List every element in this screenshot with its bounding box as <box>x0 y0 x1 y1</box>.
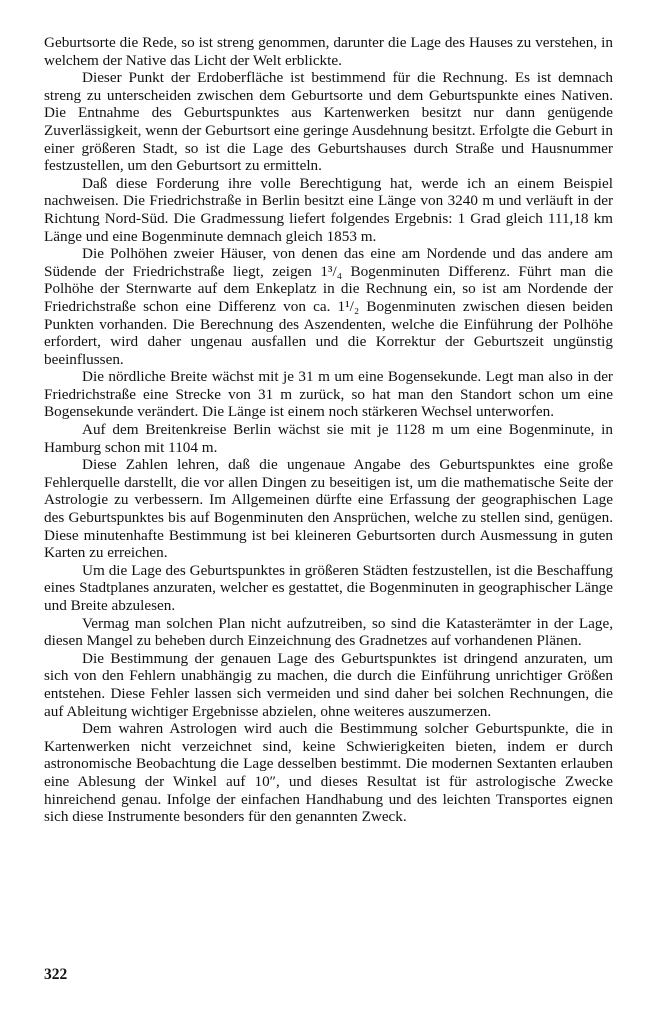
paragraph: Dieser Punkt der Erdoberfläche ist bestimmend für die Rechnung. Es ist demnach streng zu unterscheiden zwischen dem Geburtsorte und dem Geburtspunkte eines Nativen. Die Entnahme des Geburtspunktes aus Kartenwerken besitzt nur dann genügende Zuverlässigkeit, wenn der Geburtsort eine geringe Ausdehnung besitzt. Erfolgte die Geburt in einer größeren Stadt, so ist die Lage des Geburtshauses durch Straße und Hausnummer festzustellen, um den Geburtsort zu ermitteln. <box>44 69 613 175</box>
paragraph: Vermag man solchen Plan nicht aufzutreiben, so sind die Katasterämter in der Lage, diesen Mangel zu beheben durch Einzeichnung des Gradnetzes auf vorhandenen Plänen. <box>44 614 613 650</box>
paragraph: Diese Zahlen lehren, daß die ungenaue Angabe des Geburtspunktes eine große Fehlerquelle darstellt, die vor allen Dingen zu beseitigen ist, um die mathematische Seite der Astrologie zu verbessern. Im Allgemeinen dürfte eine Erfassung der geographischen Lage des Geburtspunktes bis auf Bogenminuten den Ansprüchen, welche zu stellen sind, genügen. Diese minutenhafte Bestimmung ist bei kleineren Geburtsorten durch Ausmessung in guten Karten zu erreichen. <box>44 456 613 562</box>
paragraph: Geburtsorte die Rede, so ist streng genommen, darunter die Lage des Hauses zu verstehen, in welchem der Native das Licht der Welt erblickte. <box>44 34 613 69</box>
paragraph: Die Polhöhen zweier Häuser, von denen das eine am Nordende und das andere am Südende der Friedrichstraße liegt, zeigen 1³/₄ Bogenminuten Differenz. Führt man die Polhöhe der Sternwarte auf dem Enkeplatz in die Rechnung ein, so ist am Nordende der Friedrichstraße schon eine Differenz von ca. 1¹/₂ Bogenminuten zwischen diesen beiden Punkten vorhanden. Die Berechnung des Aszendenten, welche die Einführung der Polhöhe erfordert, wird daher ungenau ausfallen und die Korrektur der Geburtszeit ungünstig beeinflussen. <box>44 245 613 368</box>
paragraph: Um die Lage des Geburtspunktes in größeren Städten festzustellen, ist die Beschaffung eines Stadtplanes anzuraten, welcher es gestattet, die Bogenminuten in geographischer Länge und Breite abzulesen. <box>44 561 613 614</box>
paragraph: Daß diese Forderung ihre volle Berechtigung hat, werde ich an einem Beispiel nachweisen. Die Friedrichstraße in Berlin besitzt eine Länge von 3240 m und verläuft in der Richtung Nord-Süd. Die Gradmessung liefert folgendes Ergebnis: 1 Grad gleich 111,18 km Länge und eine Bogenminute demnach gleich 1853 m. <box>44 174 613 245</box>
page-number: 322 <box>44 966 68 983</box>
paragraph: Die Bestimmung der genauen Lage des Geburtspunktes ist dringend anzuraten, um sich von den Fehlern unabhängig zu machen, die durch die Einführung unrichtiger Größen entstehen. Diese Fehler lassen sich vermeiden und sind daher bei solchen Rechnungen, die auf Ableitung wichtiger Ergebnisse abzielen, ohne weiteres auszumerzen. <box>44 649 613 720</box>
page-body <box>44 34 613 826</box>
paragraph: Auf dem Breitenkreise Berlin wächst sie mit je 1128 m um eine Bogenminute, in Hamburg schon mit 1104 m. <box>44 421 613 456</box>
paragraph: Die nördliche Breite wächst mit je 31 m um eine Bogensekunde. Legt man also in der Friedrichstraße eine Strecke von 31 m zurück, so hat man den Standort schon um eine Bogensekunde verändert. Die Länge ist einem noch stärkeren Wechsel unterworfen. <box>44 368 613 421</box>
paragraph: Dem wahren Astrologen wird auch die Bestimmung solcher Geburtspunkte, die in Kartenwerken nicht verzeichnet sind, keine Schwierigkeiten bieten, indem er durch astronomische Beobachtung die Lage desselben bestimmt. Die modernen Sextanten erlauben eine Ablesung der Winkel auf 10″, und dieses Resultat ist für astrologische Zwecke hinreichend genau. Infolge der einfachen Handhabung und des leichten Transportes eignen sich diese Instrumente besonders für den genannten Zweck. <box>44 720 613 826</box>
